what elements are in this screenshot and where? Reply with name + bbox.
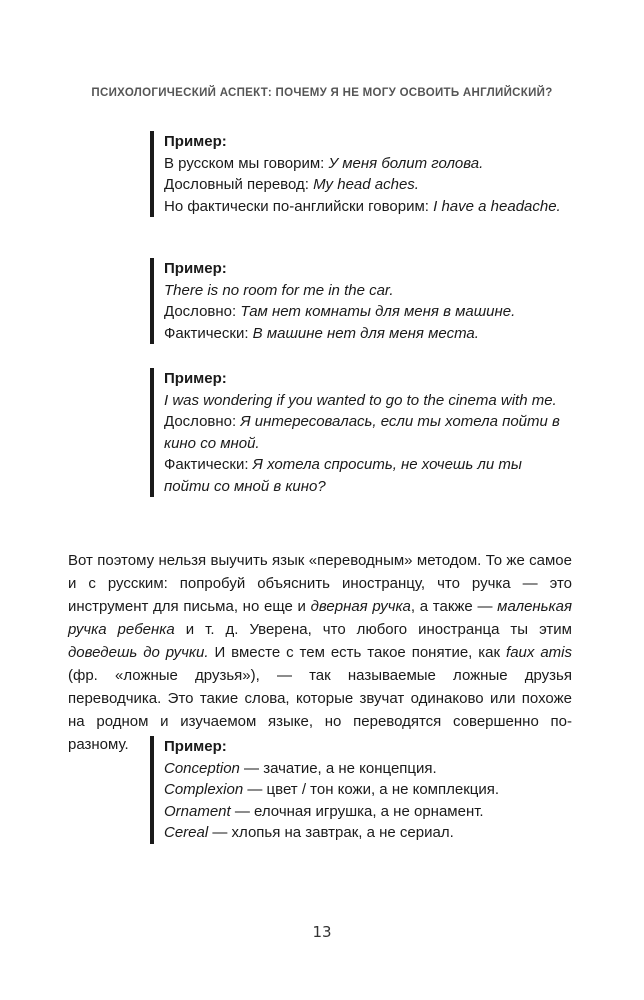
example-block-cinema	[150, 368, 566, 497]
example-line: Дословно: Там нет комнаты для меня в машине.	[164, 303, 516, 320]
page-number: 13	[312, 923, 332, 941]
example-block-head-ache	[150, 131, 566, 217]
example-line: Фактически: В машине нет для меня места.	[164, 324, 479, 342]
example-line: I was wondering if you wanted to go to the cinema with me.	[164, 391, 557, 409]
false-friend-row: Ornament — елочная игрушка, а не орнамент.	[164, 802, 484, 820]
false-friend-row: Complexion — цвет / тон кожи, а не комплекция.	[164, 781, 500, 798]
example-line: Фактически: Я хотела спросить, не хочешь ли ты пойти со мной в кино?	[164, 456, 522, 495]
body-paragraph: Вот поэтому нельзя выучить язык «переводным» методом. То же самое и с русским: попробуй объяснить иностранцу, что ручка — это инструмент для письма, но еще и дверная ручка, а также — маленькая ручка ребенка и т. д. Уверена, что любого иностранца ты этим доведешь до ручки. И вместе с тем есть такое понятие, как faux amis (фр. «ложные друзья»), — так называемые ложные друзья переводчика. Это такие слова, которые звучат одинаково или похоже на родном и изучаемом языке, но переводятся совершенно по-разному.	[68, 552, 572, 753]
example-line: Дословно: Я интересовалась, если ты хотела пойти в кино со мной.	[164, 413, 560, 452]
example-heading: Пример:	[164, 260, 227, 277]
example-line: Дословный перевод: My head aches.	[164, 176, 419, 193]
example-block-false-friends	[150, 736, 566, 844]
false-friend-row: Cereal — хлопья на завтрак, а не сериал.	[164, 824, 454, 841]
example-heading: Пример:	[164, 738, 227, 755]
running-head: ПСИХОЛОГИЧЕСКИЙ АСПЕКТ: ПОЧЕМУ Я НЕ МОГУ ОСВОИТЬ АНГЛИЙСКИЙ?	[91, 87, 553, 99]
false-friend-row: Conception — зачатие, а не концепция.	[164, 759, 437, 777]
example-block-no-room	[150, 258, 566, 344]
example-line: В русском мы говорим: У меня болит голова.	[164, 154, 484, 172]
example-heading: Пример:	[164, 133, 227, 150]
example-line: There is no room for me in the car.	[164, 281, 394, 299]
example-heading: Пример:	[164, 370, 227, 387]
example-line: Но фактически по-английски говорим: I have a headache.	[164, 197, 561, 215]
